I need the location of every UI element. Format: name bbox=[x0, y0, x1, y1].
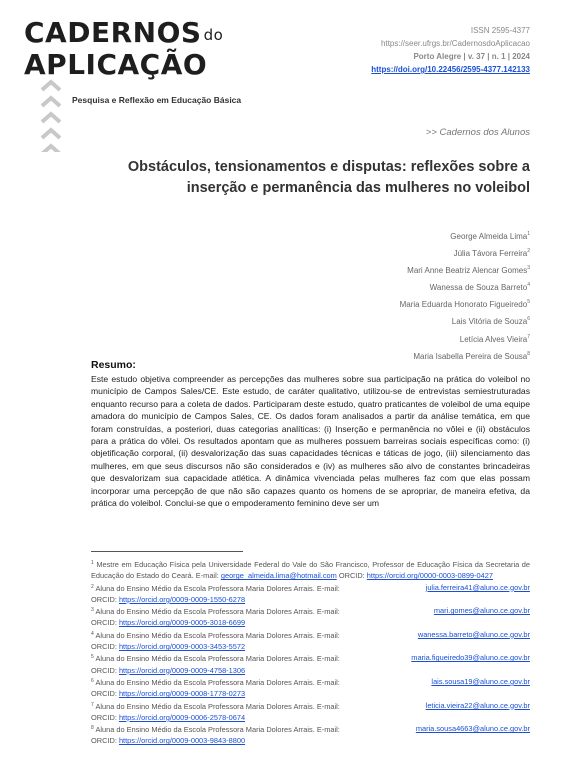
orcid-link[interactable]: https://orcid.org/0009-0005-3018-6699 bbox=[118, 618, 246, 628]
section-label: >> Cadernos dos Alunos bbox=[425, 127, 530, 138]
email-link[interactable]: mari.gomes@aluno.ce.gov.br bbox=[433, 606, 530, 616]
orcid-link[interactable]: https://orcid.org/0009-0009-4758-1306 bbox=[118, 665, 246, 675]
orcid-link[interactable]: https://orcid.org/0009-0003-3453-5572 bbox=[118, 642, 246, 652]
email-link[interactable]: george_almeida.lima@hotmail.com bbox=[220, 571, 337, 581]
author: Maria Isabella Pereira de Sousa$^8$ bbox=[413, 350, 530, 361]
footnote-student: $^7$ Aluna do Ensino Médio da Escola Professora Maria Dolores Arrais. E-mail: leticia.vieira22@aluno.ce.gov.br ORCID: https://orcid.org/0009-0006-2578-0674 bbox=[91, 700, 530, 722]
orcid-link[interactable]: https://orcid.org/0009-0008-1778-0273 bbox=[118, 689, 246, 699]
footnote-student: $^3$ Aluna do Ensino Médio da Escola Professora Maria Dolores Arrais. E-mail: mari.gomes@aluno.ce.gov.br ORCID: https://orcid.org/0009-0005-3018-6699 bbox=[91, 606, 530, 628]
footnote-student: $^4$ Aluna do Ensino Médio da Escola Professora Maria Dolores Arrais. E-mail: wanessa.barreto@aluno.ce.gov.br ORCID: https://orcid.org/0009-0003-3453-5572 bbox=[91, 629, 530, 652]
orcid-link[interactable]: https://orcid.org/0009-0003-9843-8800 bbox=[118, 736, 246, 746]
logo-word-cadernos: CADERNOS bbox=[24, 16, 202, 49]
journal-url[interactable]: https://seer.ufrgs.br/CadernosdoAplicacao bbox=[381, 39, 530, 48]
issn: ISSN 2595-4377 bbox=[470, 26, 530, 35]
orcid-link[interactable]: https://orcid.org/0000-0003-0899-0427 bbox=[366, 571, 493, 581]
doi-link[interactable]: https://doi.org/10.22456/2595-4377.142133 bbox=[371, 65, 530, 74]
email-link[interactable]: maria.sousa4663@aluno.ce.gov.br bbox=[415, 724, 530, 734]
abstract-heading: Resumo: bbox=[91, 359, 136, 371]
logo-word-do: do bbox=[203, 26, 224, 44]
orcid-link[interactable]: https://orcid.org/0009-0006-2578-0674 bbox=[118, 712, 246, 722]
title-line-1: Obstáculos, tensionamentos e disputas: reflexões sobre a bbox=[127, 159, 530, 175]
journal-logo bbox=[24, 18, 223, 80]
author: Mari Anne Beatriz Alencar Gomes$^3$ bbox=[407, 265, 530, 276]
email-link[interactable]: wanessa.barreto@aluno.ce.gov.br bbox=[417, 629, 530, 639]
article-title bbox=[100, 157, 530, 199]
journal-tagline: Pesquisa e Reflexão em Educação Básica bbox=[72, 95, 242, 105]
footnote-1: $^1$ Mestre em Educação Física pela Universidade Federal do Vale do São Francisco, Professor de Educação Física da Secretaria de Educação do Estado do Ceará. E-mail: george_almeida.lima@hotmail.com ORCID: https://orcid.org/0000-0003-0899-0427 bbox=[91, 560, 530, 581]
volume-info: Porto Alegre | v. 37 | n. 1 | 2024 bbox=[413, 52, 530, 61]
journal-meta bbox=[371, 24, 530, 76]
author: George Almeida Lima$^1$ bbox=[450, 231, 530, 241]
footnote-student: $^6$ Aluna do Ensino Médio da Escola Professora Maria Dolores Arrais. E-mail: lais.sousa19@aluno.ce.gov.br ORCID: https://orcid.org/0009-0008-1778-0273 bbox=[91, 676, 530, 699]
logo-chevrons-icon bbox=[40, 78, 62, 152]
email-link[interactable]: lais.sousa19@aluno.ce.gov.br bbox=[431, 676, 530, 686]
email-link[interactable]: maria.figueiredo39@aluno.ce.gov.br bbox=[411, 653, 530, 663]
abstract-text: Este estudo objetiva compreender as percepções das mulheres sobre sua participação na prática do voleibol no município de Campos Sales/CE. Este estudo, de caráter qualitativo, utilizou-se de entrevistas semiestruturadas enquanto recurso para a coleta de dados. Participaram deste estudo, quatro praticantes de voleibol de uma equipe amadora do município de Campos Sales, CE. Os dados foram analisados a partir da análise temática, em que foram construídas, a posteriori, duas categorias analíticas: (i) Inserção e permanência no vôlei e (ii) obstáculos para a prática do vôlei. Os resultados apontam que as mulheres possuem barreiras sociais específicas como: (i) objetificação corporal, (ii) desvalorização das suas capacidades técnicas e táticas de jogo, (iii) silenciamento das mulheres, em que seus discursos não são considerados e (iv) as mulheres são alvo de constantes brincadeiras que desvalorizam sua capacidade atlética. A dinâmica vivenciada pelas mulheres faz com que elas possam incorporar uma percepção de que não são capazes quanto os homens de se apropriar, de maneira efetiva, da prática do voleibol. Conclui-se que o empoderamento feminino deve ser um bbox=[91, 374, 530, 509]
author: Wanessa de Souza Barreto$^4$ bbox=[429, 282, 530, 293]
author: Lais Vitória de Souza$^6$ bbox=[451, 316, 530, 327]
email-link[interactable]: leticia.vieira22@aluno.ce.gov.br bbox=[425, 700, 530, 710]
orcid-link[interactable]: https://orcid.org/0009-0009-1550-6278 bbox=[118, 594, 246, 604]
author: Júlia Távora Ferreira$^2$ bbox=[453, 248, 530, 259]
footnote-student: $^5$ Aluna do Ensino Médio da Escola Professora Maria Dolores Arrais. E-mail: maria.figueiredo39@aluno.ce.gov.br ORCID: https://orcid.org/0009-0009-4758-1306 bbox=[91, 653, 530, 675]
logo-word-aplicacao: APLICAÇÃO bbox=[24, 48, 208, 81]
title-line-2: inserção e permanência das mulheres no voleibol bbox=[186, 180, 530, 196]
footnote-student: $^2$ Aluna do Ensino Médio da Escola Professora Maria Dolores Arrais. E-mail: julia.ferreira41@aluno.ce.gov.br ORCID: https://orcid.org/0009-0009-1550-6278 bbox=[91, 582, 530, 604]
footnote-divider bbox=[91, 551, 243, 552]
author: Letícia Alves Vieira$^7$ bbox=[459, 333, 530, 344]
footnotes bbox=[91, 558, 530, 747]
author: Maria Eduarda Honorato Figueiredo$^5$ bbox=[399, 299, 530, 310]
author-list bbox=[400, 227, 530, 364]
footnote-student: $^8$ Aluna do Ensino Médio da Escola Professora Maria Dolores Arrais. E-mail: maria.sousa4663@aluno.ce.gov.br ORCID: https://orcid.org/0009-0003-9843-8800 bbox=[91, 724, 530, 746]
email-link[interactable]: julia.ferreira41@aluno.ce.gov.br bbox=[425, 582, 530, 592]
